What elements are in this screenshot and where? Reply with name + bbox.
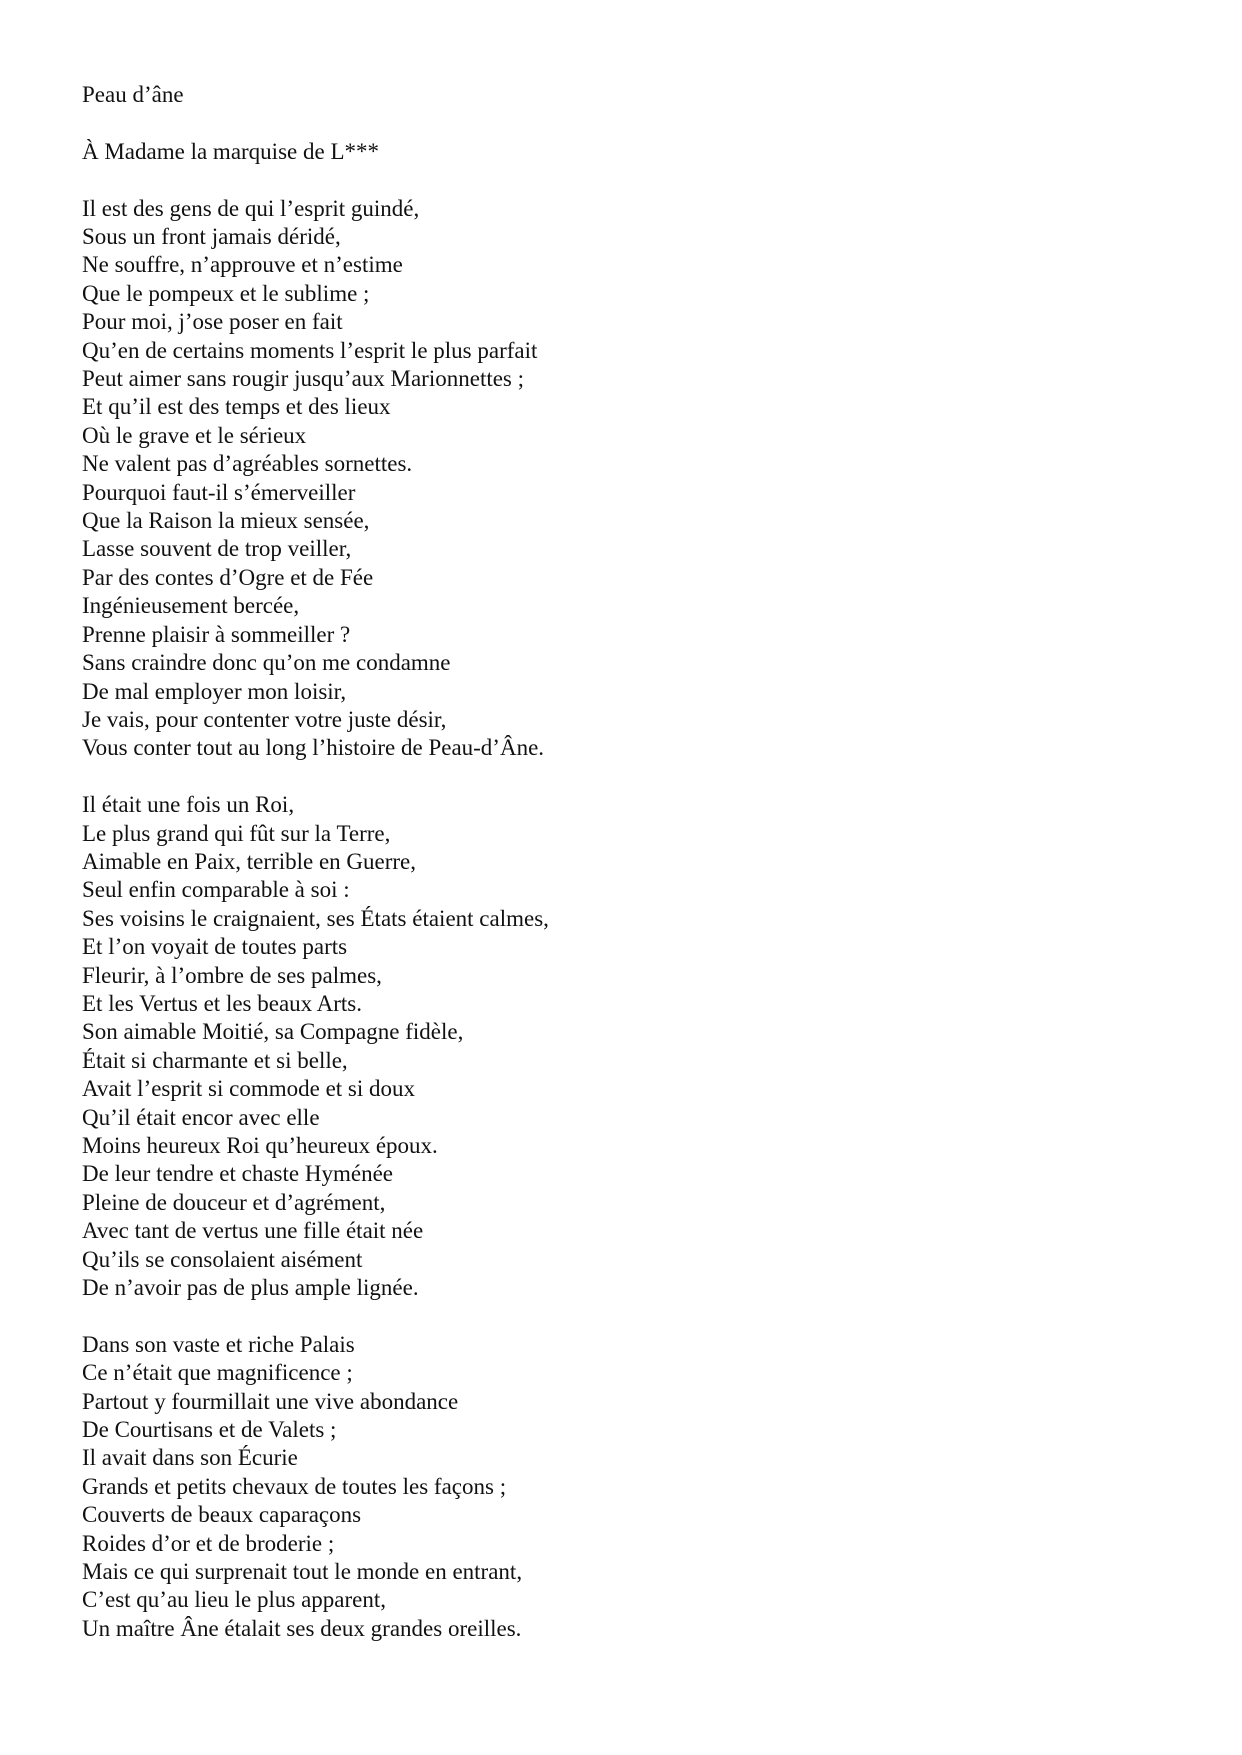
verse-line: Couverts de beaux caparaçons (82, 1502, 362, 1528)
verse-line: Un maître Âne étalait ses deux grandes oreilles. (82, 1615, 522, 1641)
verse-line: Ingénieusement bercée, (82, 593, 300, 619)
verse-line: Roides d’or et de broderie ; (82, 1530, 335, 1556)
verse-line: Il est des gens de qui l’esprit guindé, (82, 195, 420, 221)
verse-line: Ses voisins le craignaient, ses États étaient calmes, (82, 905, 549, 931)
verse-line: De leur tendre et chaste Hyménée (82, 1161, 393, 1187)
verse-line: Fleurir, à l’ombre de ses palmes, (82, 962, 382, 988)
verse-line: Et qu’il est des temps et des lieux (82, 394, 391, 420)
verse-line: Ne souffre, n’approuve et n’estime (82, 252, 403, 278)
verse-line: Sans craindre donc qu’on me condamne (82, 650, 451, 676)
verse-line: Prenne plaisir à sommeiller ? (82, 621, 351, 647)
verse-line: De mal employer mon loisir, (82, 678, 347, 704)
blank-line (82, 166, 1182, 194)
verse-line: Qu’il était encor avec elle (82, 1104, 320, 1130)
verse-line: Peut aimer sans rougir jusqu’aux Marionnettes ; (82, 366, 525, 392)
verse-line: Qu’ils se consolaient aisément (82, 1246, 363, 1272)
stanza (82, 195, 1182, 763)
verse-line: Le plus grand qui fût sur la Terre, (82, 820, 391, 846)
verse-line: Vous conter tout au long l’histoire de Peau-d’Âne. (82, 735, 545, 761)
verse-line: Que le pompeux et le sublime ; (82, 280, 370, 306)
verse-line: Il était une fois un Roi, (82, 792, 295, 818)
verse-line: Et l’on voyait de toutes parts (82, 934, 348, 960)
verse-line: Ne valent pas d’agréables sornettes. (82, 451, 413, 477)
verse-line: Je vais, pour contenter votre juste désir, (82, 706, 447, 732)
stanzas (82, 195, 1182, 1644)
verse-line: Dans son vaste et riche Palais (82, 1331, 355, 1357)
verse-line: Avait l’esprit si commode et si doux (82, 1076, 416, 1102)
verse-line: Moins heureux Roi qu’heureux époux. (82, 1132, 438, 1158)
verse-line: Il avait dans son Écurie (82, 1445, 298, 1471)
verse-line: Seul enfin comparable à soi : (82, 877, 350, 903)
verse-line: Avec tant de vertus une fille était née (82, 1218, 424, 1244)
document-title: Peau d’âne (82, 82, 184, 107)
poem-text (82, 81, 1182, 1643)
stanza (82, 1331, 1182, 1643)
dedication: À Madame la marquise de L*** (82, 138, 379, 164)
blank-line (82, 763, 1182, 791)
verse-line: Son aimable Moitié, sa Compagne fidèle, (82, 1019, 464, 1045)
blank-line (82, 1302, 1182, 1330)
verse-line: Où le grave et le sérieux (82, 422, 307, 448)
verse-line: Par des contes d’Ogre et de Fée (82, 564, 374, 590)
verse-line: Qu’en de certains moments l’esprit le plus parfait (82, 337, 538, 363)
verse-line: Pourquoi faut-il s’émerveiller (82, 479, 356, 505)
verse-line: Était si charmante et si belle, (82, 1047, 348, 1073)
verse-line: Grands et petits chevaux de toutes les façons ; (82, 1473, 507, 1499)
verse-line: De n’avoir pas de plus ample lignée. (82, 1275, 419, 1301)
verse-line: C’est qu’au lieu le plus apparent, (82, 1587, 387, 1613)
verse-line: Que la Raison la mieux sensée, (82, 508, 370, 534)
verse-line: Pleine de douceur et d’agrément, (82, 1189, 386, 1215)
verse-line: Partout y fourmillait une vive abondance (82, 1388, 459, 1414)
stanza (82, 791, 1182, 1302)
blank-line (82, 109, 1182, 137)
verse-line: Sous un front jamais déridé, (82, 224, 341, 249)
verse-line: De Courtisans et de Valets ; (82, 1417, 337, 1443)
verse-line: Mais ce qui surprenait tout le monde en entrant, (82, 1559, 523, 1585)
verse-line: Pour moi, j’ose poser en fait (82, 309, 343, 335)
verse-line: Ce n’était que magnificence ; (82, 1360, 353, 1386)
verse-line: Et les Vertus et les beaux Arts. (82, 990, 362, 1016)
verse-line: Aimable en Paix, terrible en Guerre, (82, 848, 417, 874)
verse-line: Lasse souvent de trop veiller, (82, 536, 352, 562)
